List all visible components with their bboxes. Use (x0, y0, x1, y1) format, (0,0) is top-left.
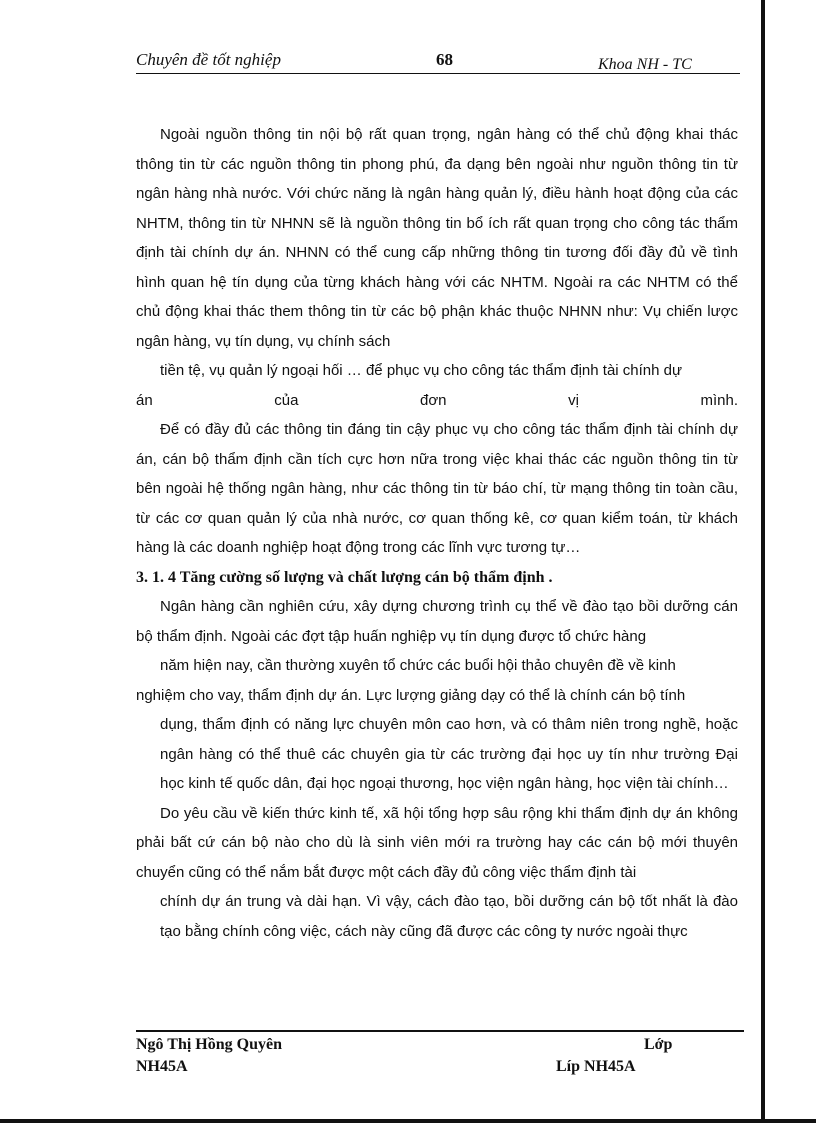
header-rule (136, 73, 740, 74)
paragraph-3a: Ngân hàng cần nghiên cứu, xây dựng chương trình cụ thể về đào tạo bồi dưỡng cán bộ thẩm định. Ngoài các đợt tập huấn nghiệp vụ tín dụng được tổ chức hàng (136, 598, 738, 645)
page-border-bottom (0, 1119, 816, 1123)
paragraph-1a: Ngoài nguồn thông tin nội bộ rất quan trọng, ngân hàng có thể chủ động khai thác thông tin từ các nguồn thông tin phong phú, đa dạng bên ngoài như nguồn thông tin từ ngân hàng nhà nước. Với chức năng là ngân hàng quản lý, điều hành hoạt động của các NHTM, thông tin từ NHNN sẽ là nguồn thông tin bổ ích rất quan trọng cho công tác thẩm định tài chính dự án. NHNN có thể cung cấp những thông tin tương đối đầy đủ về tình hình quan hệ tín dụng của từng khách hàng với các NHTM. Ngoài ra các NHTM có thể chủ động khai thác them thông tin từ các bộ phận khác thuộc NHNN như: Vụ chiến lược ngân hàng, vụ tín dụng, vụ chính sách (136, 126, 738, 350)
page-header (136, 48, 740, 74)
author-name: Ngô Thị Hồng Quyên (136, 1036, 282, 1053)
paragraph-3c: nghiệm cho vay, thẩm định dự án. Lực lượng giảng dạy có thể là chính cán bộ tính (136, 686, 686, 704)
class-label: Lớp (644, 1036, 673, 1053)
paragraph-1c: án của đơn vị mình. (136, 391, 738, 409)
paragraph-4a: Do yêu cầu về kiến thức kinh tế, xã hội tổng hợp sâu rộng khi thẩm định dự án không phải bất cứ cán bộ nào cho dù là sinh viên mới ra trường hay các cán bộ mới thuyên chuyển cũng có thể nắm bắt được một cách đầy đủ công việc thẩm định tài (136, 804, 738, 881)
class-code: NH45A (136, 1058, 188, 1075)
header-faculty: Khoa NH - TC (598, 56, 692, 73)
section-heading: 3. 1. 4 Tăng cường số lượng và chất lượng cán bộ thẩm định . (136, 568, 553, 586)
class-code-alt: Líp NH45A (556, 1058, 636, 1075)
paragraph-2: Để có đầy đủ các thông tin đáng tin cậy phục vụ cho công tác thẩm định tài chính dự án, cán bộ thẩm định cần tích cực hơn nữa trong việc khai thác các nguồn thông tin từ bên ngoài hệ thống ngân hàng, như các thông tin từ báo chí, từ mạng thông tin toàn cầu, từ các cơ quan quản lý của nhà nước, cơ quan thống kê, cơ quan kiểm toán, từ khách hàng là các doanh nghiệp hoạt động trong các lĩnh vực tương tự… (136, 421, 738, 556)
paragraph-3d: dụng, thẩm định có năng lực chuyên môn cao hơn, và có thâm niên trong nghề, hoặc ngân hàng có thể thuê các chuyên gia từ các trường đại học uy tín như trường Đại học kinh tế quốc dân, đại học ngoại thương, học viện ngân hàng, học viện tài chính… (160, 716, 738, 792)
page-number: 68 (436, 50, 453, 69)
header-title: Chuyên đề tốt nghiệp (136, 50, 281, 69)
page-border-right (761, 0, 765, 1123)
paragraph-3b: năm hiện nay, cần thường xuyên tổ chức các buổi hội thảo chuyên đề về kinh (160, 657, 676, 674)
footer-rule (136, 1030, 744, 1032)
paragraph-1b: tiền tệ, vụ quản lý ngoại hối … để phục vụ cho công tác thẩm định tài chính dự (160, 362, 683, 379)
document-body (136, 120, 738, 946)
paragraph-4b: chính dự án trung và dài hạn. Vì vậy, cách đào tạo, bồi dưỡng cán bộ tốt nhất là đào tạo bằng chính công việc, cách này cũng đã được các công ty nước ngoài thực (160, 893, 738, 940)
